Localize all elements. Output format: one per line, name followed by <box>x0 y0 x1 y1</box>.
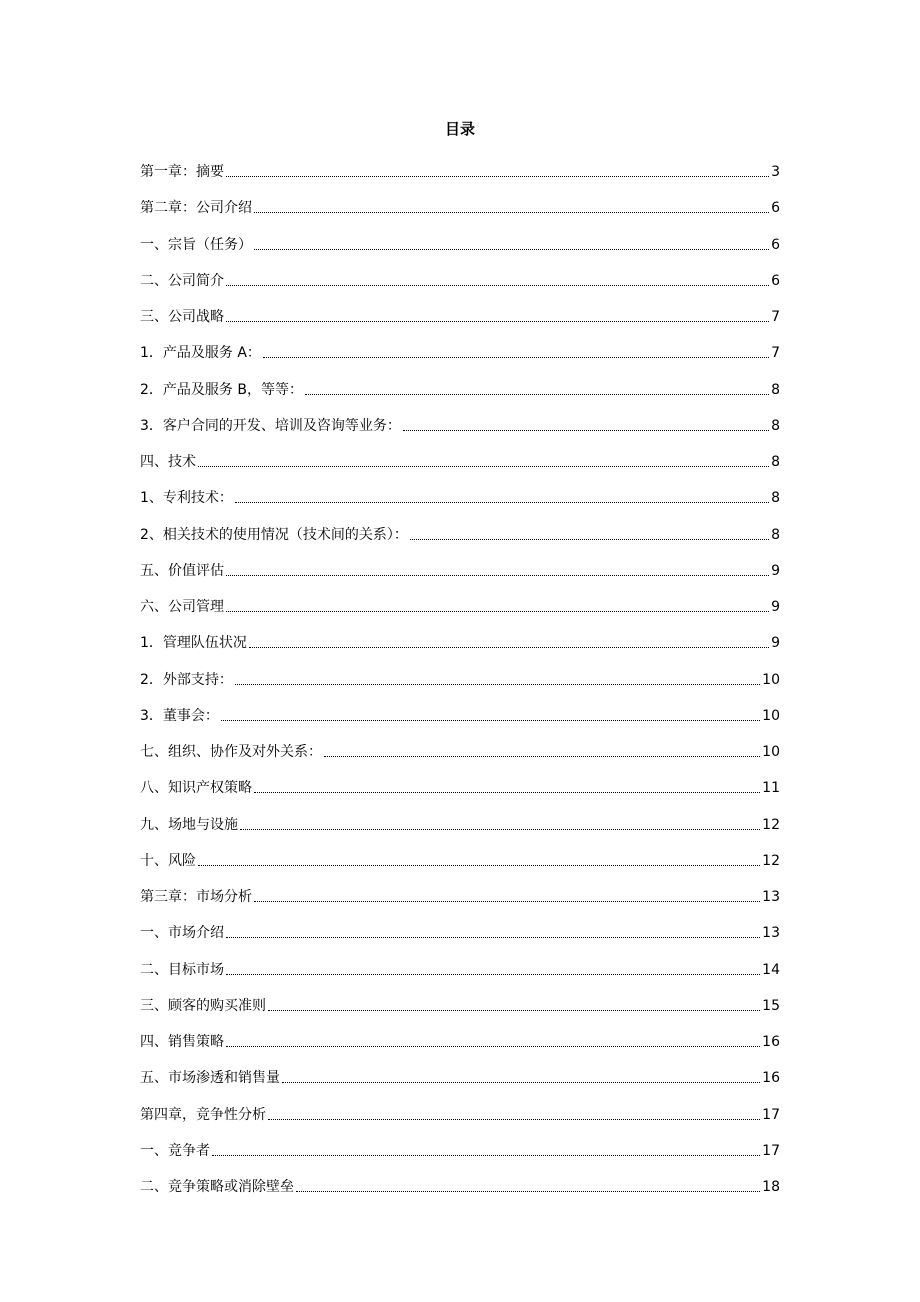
toc-dot-leader <box>254 887 760 907</box>
toc-entry-label: 九、场地与设施 <box>140 816 238 833</box>
toc-entry-page-number: 8 <box>771 417 780 434</box>
toc-entry-label: 2．产品及服务 B，等等： <box>140 381 303 398</box>
toc-entry[interactable] <box>140 662 780 698</box>
toc-dot-leader <box>268 996 760 1016</box>
toc-entry-label: 二、公司简介 <box>140 272 224 289</box>
toc-dot-leader <box>235 488 769 508</box>
toc-entry-label: 四、销售策略 <box>140 1034 224 1051</box>
toc-entry-label: 一、宗旨（任务） <box>140 236 252 253</box>
toc-entry-page-number: 8 <box>771 381 780 398</box>
toc-entry[interactable] <box>140 154 780 190</box>
toc-entry-page-number: 16 <box>762 1070 780 1087</box>
toc-entry[interactable] <box>140 770 780 806</box>
toc-entry-label: 二、目标市场 <box>140 961 224 978</box>
toc-entry-label: 第二章：公司介绍 <box>140 200 252 217</box>
toc-dot-leader <box>263 343 769 363</box>
toc-dot-leader <box>254 198 769 218</box>
toc-entry-page-number: 6 <box>771 236 780 253</box>
toc-entry[interactable] <box>140 299 780 335</box>
toc-entry[interactable] <box>140 988 780 1024</box>
toc-entry-page-number: 7 <box>771 309 780 326</box>
toc-entry-page-number: 6 <box>771 200 780 217</box>
toc-entry[interactable] <box>140 1024 780 1060</box>
toc-entry-page-number: 10 <box>762 671 780 688</box>
toc-entry-page-number: 14 <box>762 961 780 978</box>
toc-entry-label: 1．管理队伍状况 <box>140 635 247 652</box>
toc-entry-page-number: 13 <box>762 925 780 942</box>
toc-entry-page-number: 15 <box>762 997 780 1014</box>
toc-entry-label: 四、技术 <box>140 454 196 471</box>
toc-entry[interactable] <box>140 589 780 625</box>
toc-entry-page-number: 10 <box>762 707 780 724</box>
toc-dot-leader <box>254 778 760 798</box>
toc-entry[interactable] <box>140 372 780 408</box>
toc-entry[interactable] <box>140 952 780 988</box>
toc-entry-label: 2、相关技术的使用情况（技术间的关系）： <box>140 526 408 543</box>
toc-dot-leader <box>235 670 760 690</box>
toc-dot-leader <box>226 597 769 617</box>
toc-entry[interactable] <box>140 843 780 879</box>
toc-entry-page-number: 8 <box>771 454 780 471</box>
toc-dot-leader <box>282 1068 760 1088</box>
toc-entry-page-number: 13 <box>762 889 780 906</box>
toc-dot-leader <box>226 162 769 182</box>
toc-entry-label: 1、专利技术： <box>140 490 233 507</box>
toc-entry-page-number: 17 <box>762 1142 780 1159</box>
toc-entry-label: 第四章，竞争性分析 <box>140 1106 266 1123</box>
toc-list <box>140 154 780 1205</box>
toc-dot-leader <box>226 960 760 980</box>
toc-dot-leader <box>240 815 760 835</box>
toc-dot-leader <box>226 1032 760 1052</box>
toc-entry-page-number: 3 <box>771 164 780 181</box>
toc-entry-label: 三、公司战略 <box>140 309 224 326</box>
toc-dot-leader <box>249 633 769 653</box>
toc-dot-leader <box>212 1141 760 1161</box>
toc-dot-leader <box>305 380 769 400</box>
toc-entry[interactable] <box>140 734 780 770</box>
toc-entry-label: 一、市场介绍 <box>140 925 224 942</box>
toc-entry-page-number: 8 <box>771 490 780 507</box>
toc-entry-label: 七、组织、协作及对外关系： <box>140 744 322 761</box>
toc-entry[interactable] <box>140 408 780 444</box>
toc-entry-label: 十、风险 <box>140 852 196 869</box>
toc-dot-leader <box>410 525 769 545</box>
toc-dot-leader <box>221 706 760 726</box>
toc-entry-label: 三、顾客的购买准则 <box>140 997 266 1014</box>
toc-entry-label: 2．外部支持： <box>140 671 233 688</box>
toc-entry[interactable] <box>140 480 780 516</box>
toc-entry[interactable] <box>140 517 780 553</box>
toc-entry-page-number: 12 <box>762 816 780 833</box>
toc-entry-label: 五、市场渗透和销售量 <box>140 1070 280 1087</box>
toc-dot-leader <box>198 851 760 871</box>
toc-entry-page-number: 16 <box>762 1034 780 1051</box>
toc-dot-leader <box>198 452 769 472</box>
toc-dot-leader <box>226 923 760 943</box>
toc-entry-label: 一、竞争者 <box>140 1142 210 1159</box>
toc-dot-leader <box>226 307 769 327</box>
toc-dot-leader <box>403 416 769 436</box>
toc-entry-label: 六、公司管理 <box>140 599 224 616</box>
toc-entry-page-number: 11 <box>762 780 780 797</box>
toc-dot-leader <box>296 1177 760 1197</box>
toc-title: 目录 <box>444 120 475 138</box>
toc-entry[interactable] <box>140 807 780 843</box>
toc-entry[interactable] <box>140 879 780 915</box>
toc-entry[interactable] <box>140 1060 780 1096</box>
toc-entry-label: 五、价值评估 <box>140 562 224 579</box>
toc-entry-label: 第三章：市场分析 <box>140 889 252 906</box>
toc-entry[interactable] <box>140 227 780 263</box>
toc-entry[interactable] <box>140 444 780 480</box>
toc-entry[interactable] <box>140 1133 780 1169</box>
toc-entry[interactable] <box>140 625 780 661</box>
toc-entry-page-number: 10 <box>762 744 780 761</box>
toc-entry[interactable] <box>140 1169 780 1205</box>
toc-entry-page-number: 9 <box>771 635 780 652</box>
toc-entry-label: 3．董事会： <box>140 707 219 724</box>
toc-entry-label: 第一章：摘要 <box>140 164 224 181</box>
toc-entry-label: 3．客户合同的开发、培训及咨询等业务： <box>140 417 401 434</box>
toc-entry[interactable] <box>140 1097 780 1133</box>
toc-dot-leader <box>268 1105 760 1125</box>
toc-entry-page-number: 8 <box>771 526 780 543</box>
toc-entry[interactable] <box>140 553 780 589</box>
toc-entry-page-number: 9 <box>771 562 780 579</box>
toc-entry[interactable] <box>140 335 780 371</box>
toc-entry-page-number: 17 <box>762 1106 780 1123</box>
toc-entry-label: 八、知识产权策略 <box>140 780 252 797</box>
toc-entry-page-number: 9 <box>771 599 780 616</box>
toc-dot-leader <box>324 742 760 762</box>
toc-entry-page-number: 18 <box>762 1179 780 1196</box>
toc-entry[interactable] <box>140 190 780 226</box>
toc-entry[interactable] <box>140 698 780 734</box>
toc-dot-leader <box>254 235 769 255</box>
toc-entry-label: 二、竞争策略或消除壁垒 <box>140 1179 294 1196</box>
toc-entry[interactable] <box>140 263 780 299</box>
toc-entry-page-number: 6 <box>771 272 780 289</box>
toc-entry-page-number: 12 <box>762 852 780 869</box>
toc-dot-leader <box>226 271 769 291</box>
toc-entry-label: 1．产品及服务 A： <box>140 345 261 362</box>
toc-dot-leader <box>226 561 769 581</box>
toc-entry[interactable] <box>140 915 780 951</box>
toc-entry-page-number: 7 <box>771 345 780 362</box>
